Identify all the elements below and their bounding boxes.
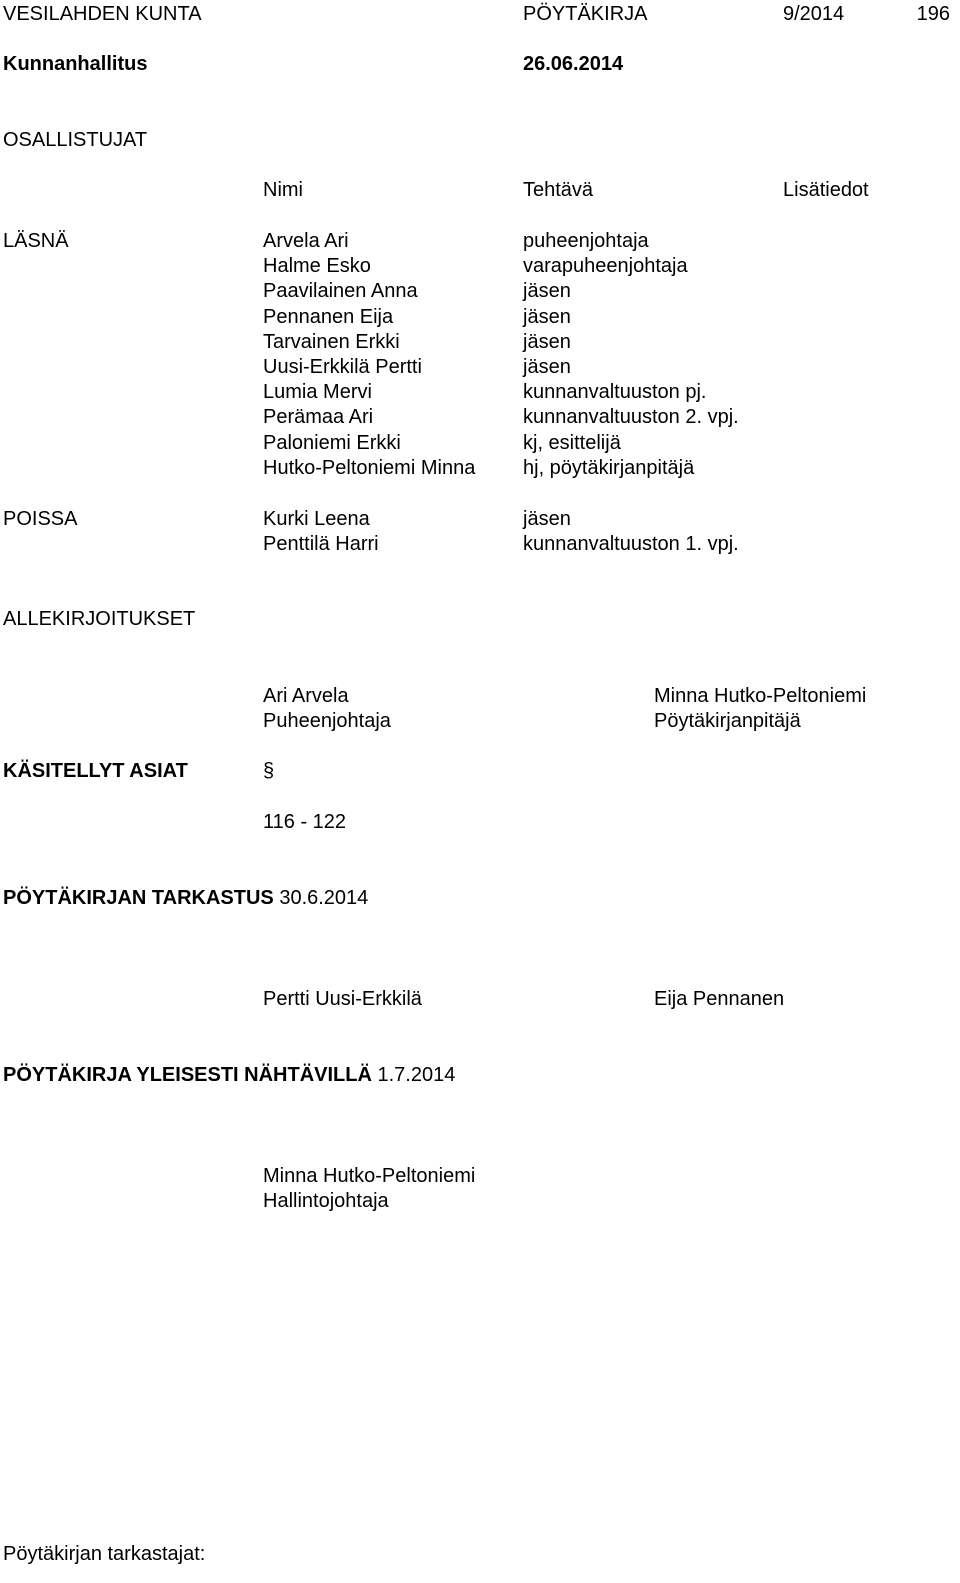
participant-name: Uusi-Erkkilä Pertti — [263, 355, 422, 378]
review-date: 30.6.2014 — [279, 887, 369, 909]
participant-role: kunnanvaltuuston pj. — [523, 381, 707, 404]
document-type: PÖYTÄKIRJA — [523, 3, 648, 25]
participant-role: jäsen — [523, 355, 571, 378]
secretary-name: Minna Hutko-Peltoniemi — [654, 685, 867, 707]
absent-label: POISSA — [3, 508, 78, 530]
participant-row — [0, 330, 960, 355]
column-header-role: Tehtävä — [523, 179, 594, 201]
column-header-name: Nimi — [263, 179, 303, 201]
participant-row — [0, 507, 960, 532]
participant-role: kunnanvaltuuston 2. vpj. — [523, 406, 739, 429]
participant-name: Paavilainen Anna — [263, 280, 418, 303]
participant-role: kj, esittelijä — [523, 431, 621, 454]
review-heading — [3, 886, 368, 911]
public-signer-name: Minna Hutko-Peltoniemi — [263, 1165, 476, 1187]
participant-row — [0, 279, 960, 304]
present-list — [0, 229, 960, 481]
participant-role: jäsen — [523, 330, 571, 353]
reviewer-2: Eija Pennanen — [654, 988, 785, 1010]
present-label: LÄSNÄ — [3, 230, 69, 252]
participant-name: Kurki Leena — [263, 508, 370, 530]
participant-name: Halme Esko — [263, 255, 371, 278]
participant-role: varapuheenjohtaja — [523, 255, 688, 278]
participant-role: jäsen — [523, 508, 571, 530]
participant-role: jäsen — [523, 280, 571, 303]
participant-row — [0, 229, 960, 254]
participant-name: Perämaa Ari — [263, 406, 374, 429]
participant-name: Arvela Ari — [263, 230, 349, 252]
participant-name: Pennanen Eija — [263, 305, 394, 328]
governing-body: Kunnanhallitus — [3, 53, 148, 75]
participants-title: OSALLISTUJAT — [3, 129, 148, 151]
chair-title: Puheenjohtaja — [263, 710, 391, 732]
public-heading — [3, 1063, 455, 1088]
participant-row — [0, 355, 960, 380]
participant-row — [0, 380, 960, 405]
participant-role: kunnanvaltuuston 1. vpj. — [523, 533, 739, 556]
participant-role: puheenjohtaja — [523, 230, 649, 252]
reviewer-1: Pertti Uusi-Erkkilä — [263, 988, 422, 1010]
items-title: KÄSITELLYT ASIAT — [3, 760, 188, 782]
section-symbol: § — [263, 760, 275, 782]
participant-name: Tarvainen Erkki — [263, 330, 400, 353]
participant-name: Hutko-Peltoniemi Minna — [263, 456, 476, 479]
absent-list — [0, 507, 960, 557]
participant-role: hj, pöytäkirjanpitäjä — [523, 456, 695, 479]
public-title: PÖYTÄKIRJA YLEISESTI NÄHTÄVILLÄ — [3, 1064, 372, 1086]
municipality-name: VESILAHDEN KUNTA — [3, 3, 202, 25]
participant-row — [0, 532, 960, 557]
secretary-title: Pöytäkirjanpitäjä — [654, 710, 801, 732]
meeting-date: 26.06.2014 — [523, 53, 624, 75]
participant-row — [0, 305, 960, 330]
participant-row — [0, 431, 960, 456]
public-signer-title: Hallintojohtaja — [263, 1190, 389, 1212]
signatures-title: ALLEKIRJOITUKSET — [3, 608, 196, 630]
participant-row — [0, 405, 960, 430]
column-header-info: Lisätiedot — [783, 179, 869, 201]
participant-role: jäsen — [523, 305, 571, 328]
participant-row — [0, 254, 960, 279]
items-range: 116 - 122 — [263, 811, 347, 833]
participant-name: Paloniemi Erkki — [263, 431, 401, 454]
participant-name: Lumia Mervi — [263, 381, 372, 404]
document-number: 9/2014 — [783, 3, 845, 25]
page-number: 196 — [916, 3, 950, 25]
public-date: 1.7.2014 — [377, 1064, 456, 1086]
participant-name: Penttilä Harri — [263, 533, 379, 556]
review-title: PÖYTÄKIRJAN TARKASTUS — [3, 887, 274, 909]
chair-name: Ari Arvela — [263, 685, 349, 707]
reviewers-footer-label: Pöytäkirjan tarkastajat: — [3, 1543, 206, 1565]
participant-row — [0, 456, 960, 481]
